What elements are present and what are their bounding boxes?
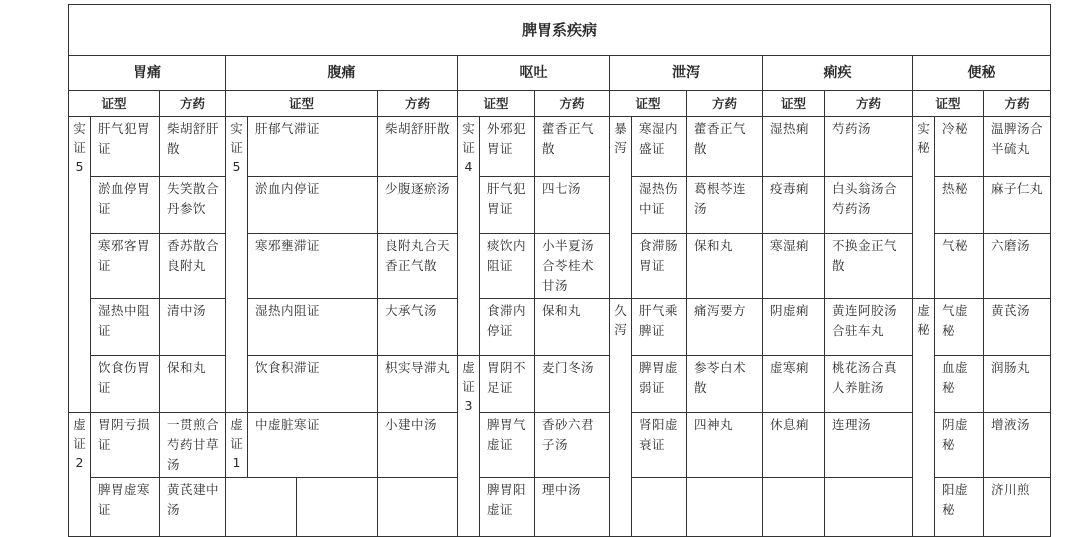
category-bianmi-xu: 虚秘 [913,299,935,537]
table-row [69,177,1051,234]
cell-bianmi-zheng: 阴虚秘 [935,413,984,478]
subheader-zhengxing: 证型 [763,91,825,117]
cell-outu-fang: 保和丸 [535,299,610,356]
cell-xiexie-fang: 藿香正气散 [687,117,763,177]
header-xiexie: 泄泻 [610,56,763,91]
cell-bianmi-zheng: 阳虚秘 [935,478,984,537]
cell-liji-zheng: 休息痢 [763,413,825,478]
category-futong-shi: 实证5 [226,117,248,413]
cell-bianmi-zheng: 气虚秘 [935,299,984,356]
cell-weitong-zheng: 肝气犯胃证 [91,117,160,177]
cell-outu-zheng: 肝气犯胃证 [480,177,535,234]
cell-outu-zheng: 外邪犯胃证 [480,117,535,177]
subheader-fangyao: 方药 [825,91,913,117]
header-bianmi: 便秘 [913,56,1051,91]
subheader-zhengxing: 证型 [610,91,687,117]
category-futong-xu: 虚证1 [226,413,248,478]
cell-futong-zheng: 寒邪壅滞证 [248,234,378,299]
cell-xiexie-zheng: 脾胃虚弱证 [632,356,687,413]
cell-weitong-zheng: 寒邪客胃证 [91,234,160,299]
category-weitong-shi: 实证5 [69,117,91,413]
subheader-zhengxing: 证型 [69,91,160,117]
subheader-zhengxing: 证型 [226,91,378,117]
cell-liji-fang: 桃花汤合真人养脏汤 [825,356,913,413]
cell-futong-zheng: 饮食积滞证 [248,356,378,413]
empty-cell [825,478,913,537]
cell-weitong-fang: 保和丸 [160,356,226,413]
subheader-fangyao: 方药 [160,91,226,117]
cell-weitong-fang: 失笑散合丹参饮 [160,177,226,234]
cell-futong-zheng: 中虚脏寒证 [248,413,378,478]
table-row [69,356,1051,413]
empty-cell [763,478,825,537]
category-bianmi-shi: 实秘 [913,117,935,299]
cell-liji-fang: 芍药汤 [825,117,913,177]
cell-weitong-zheng: 湿热中阻证 [91,299,160,356]
cell-weitong-fang: 一贯煎合芍药甘草汤 [160,413,226,478]
cell-outu-fang: 藿香正气散 [535,117,610,177]
header-futong: 腹痛 [226,56,458,91]
table-row [69,117,1051,177]
cell-weitong-zheng: 胃阴亏损证 [91,413,160,478]
table-row [69,413,1051,478]
empty-cell [297,478,378,537]
cell-outu-zheng: 脾胃气虚证 [480,413,535,478]
cell-futong-fang: 枳实导滞丸 [378,356,458,413]
spleen-stomach-disease-table [68,4,1051,537]
category-weitong-xu: 虚证2 [69,413,91,537]
cell-weitong-zheng: 脾胃虚寒证 [91,478,160,537]
cell-liji-zheng: 寒湿痢 [763,234,825,299]
cell-futong-zheng: 湿热内阻证 [248,299,378,356]
cell-xiexie-zheng: 肝气乘脾证 [632,299,687,356]
table-title: 脾胃系疾病 [69,5,1051,56]
cell-outu-zheng: 胃阴不足证 [480,356,535,413]
subheader-fangyao: 方药 [378,91,458,117]
cell-weitong-fang: 黄芪建中汤 [160,478,226,537]
cell-xiexie-zheng: 肾阳虚衰证 [632,413,687,478]
cell-weitong-fang: 清中汤 [160,299,226,356]
cell-weitong-fang: 柴胡舒肝散 [160,117,226,177]
cell-outu-fang: 麦门冬汤 [535,356,610,413]
cell-bianmi-fang: 麻子仁丸 [984,177,1051,234]
cell-liji-fang: 连理汤 [825,413,913,478]
subheader-fangyao: 方药 [984,91,1051,117]
cell-weitong-zheng: 淤血停胃证 [91,177,160,234]
cell-outu-fang: 小半夏汤合苓桂术甘汤 [535,234,610,299]
cell-bianmi-zheng: 血虚秘 [935,356,984,413]
cell-bianmi-zheng: 气秘 [935,234,984,299]
empty-cell [378,478,458,537]
cell-futong-fang: 大承气汤 [378,299,458,356]
cell-liji-zheng: 疫毒痢 [763,177,825,234]
cell-futong-fang: 小建中汤 [378,413,458,478]
table-row [69,234,1051,299]
cell-liji-fang: 黄连阿胶汤合驻车丸 [825,299,913,356]
category-outu-shi: 实证4 [458,117,480,356]
cell-bianmi-fang: 增液汤 [984,413,1051,478]
cell-outu-fang: 香砂六君子汤 [535,413,610,478]
cell-xiexie-fang: 葛根芩连汤 [687,177,763,234]
cell-bianmi-zheng: 热秘 [935,177,984,234]
subheader-fangyao: 方药 [535,91,610,117]
empty-cell [226,478,297,537]
cell-outu-fang: 理中汤 [535,478,610,537]
header-outu: 呕吐 [458,56,610,91]
cell-xiexie-fang: 痛泻要方 [687,299,763,356]
cell-xiexie-zheng: 湿热伤中证 [632,177,687,234]
table-row [69,299,1051,356]
cell-xiexie-zheng: 寒湿内盛证 [632,117,687,177]
cell-futong-fang: 良附丸合天香正气散 [378,234,458,299]
cell-bianmi-fang: 黄芪汤 [984,299,1051,356]
header-liji: 痢疾 [763,56,913,91]
cell-outu-zheng: 痰饮内阻证 [480,234,535,299]
empty-cell [687,478,763,537]
cell-xiexie-zheng: 食滞肠胃证 [632,234,687,299]
cell-outu-zheng: 食滞内停证 [480,299,535,356]
cell-futong-fang: 少腹逐瘀汤 [378,177,458,234]
cell-futong-fang: 柴胡舒肝散 [378,117,458,177]
empty-cell [632,478,687,537]
subheader-zhengxing: 证型 [913,91,984,117]
category-xiexie-bao: 暴泻 [610,117,632,299]
cell-liji-zheng: 虚寒痢 [763,356,825,413]
cell-bianmi-fang: 六磨汤 [984,234,1051,299]
cell-liji-zheng: 湿热痢 [763,117,825,177]
cell-liji-fang: 白头翁汤合芍药汤 [825,177,913,234]
cell-bianmi-fang: 温脾汤合半硫丸 [984,117,1051,177]
disease-table-sheet [68,4,1044,517]
cell-bianmi-fang: 润肠丸 [984,356,1051,413]
cell-xiexie-fang: 保和丸 [687,234,763,299]
subheader-fangyao: 方药 [687,91,763,117]
cell-futong-zheng: 肝郁气滞证 [248,117,378,177]
cell-outu-zheng: 脾胃阳虚证 [480,478,535,537]
cell-weitong-fang: 香苏散合良附丸 [160,234,226,299]
category-outu-xu: 虚证3 [458,356,480,537]
cell-bianmi-fang: 济川煎 [984,478,1051,537]
cell-bianmi-zheng: 冷秘 [935,117,984,177]
category-xiexie-jiu: 久泻 [610,299,632,537]
cell-outu-fang: 四七汤 [535,177,610,234]
cell-xiexie-fang: 参苓白术散 [687,356,763,413]
subheader-zhengxing: 证型 [458,91,535,117]
header-weitong: 胃痛 [69,56,226,91]
cell-weitong-zheng: 饮食伤胃证 [91,356,160,413]
cell-xiexie-fang: 四神丸 [687,413,763,478]
cell-liji-zheng: 阴虚痢 [763,299,825,356]
cell-futong-zheng: 淤血内停证 [248,177,378,234]
table-row [69,478,1051,537]
cell-liji-fang: 不换金正气散 [825,234,913,299]
